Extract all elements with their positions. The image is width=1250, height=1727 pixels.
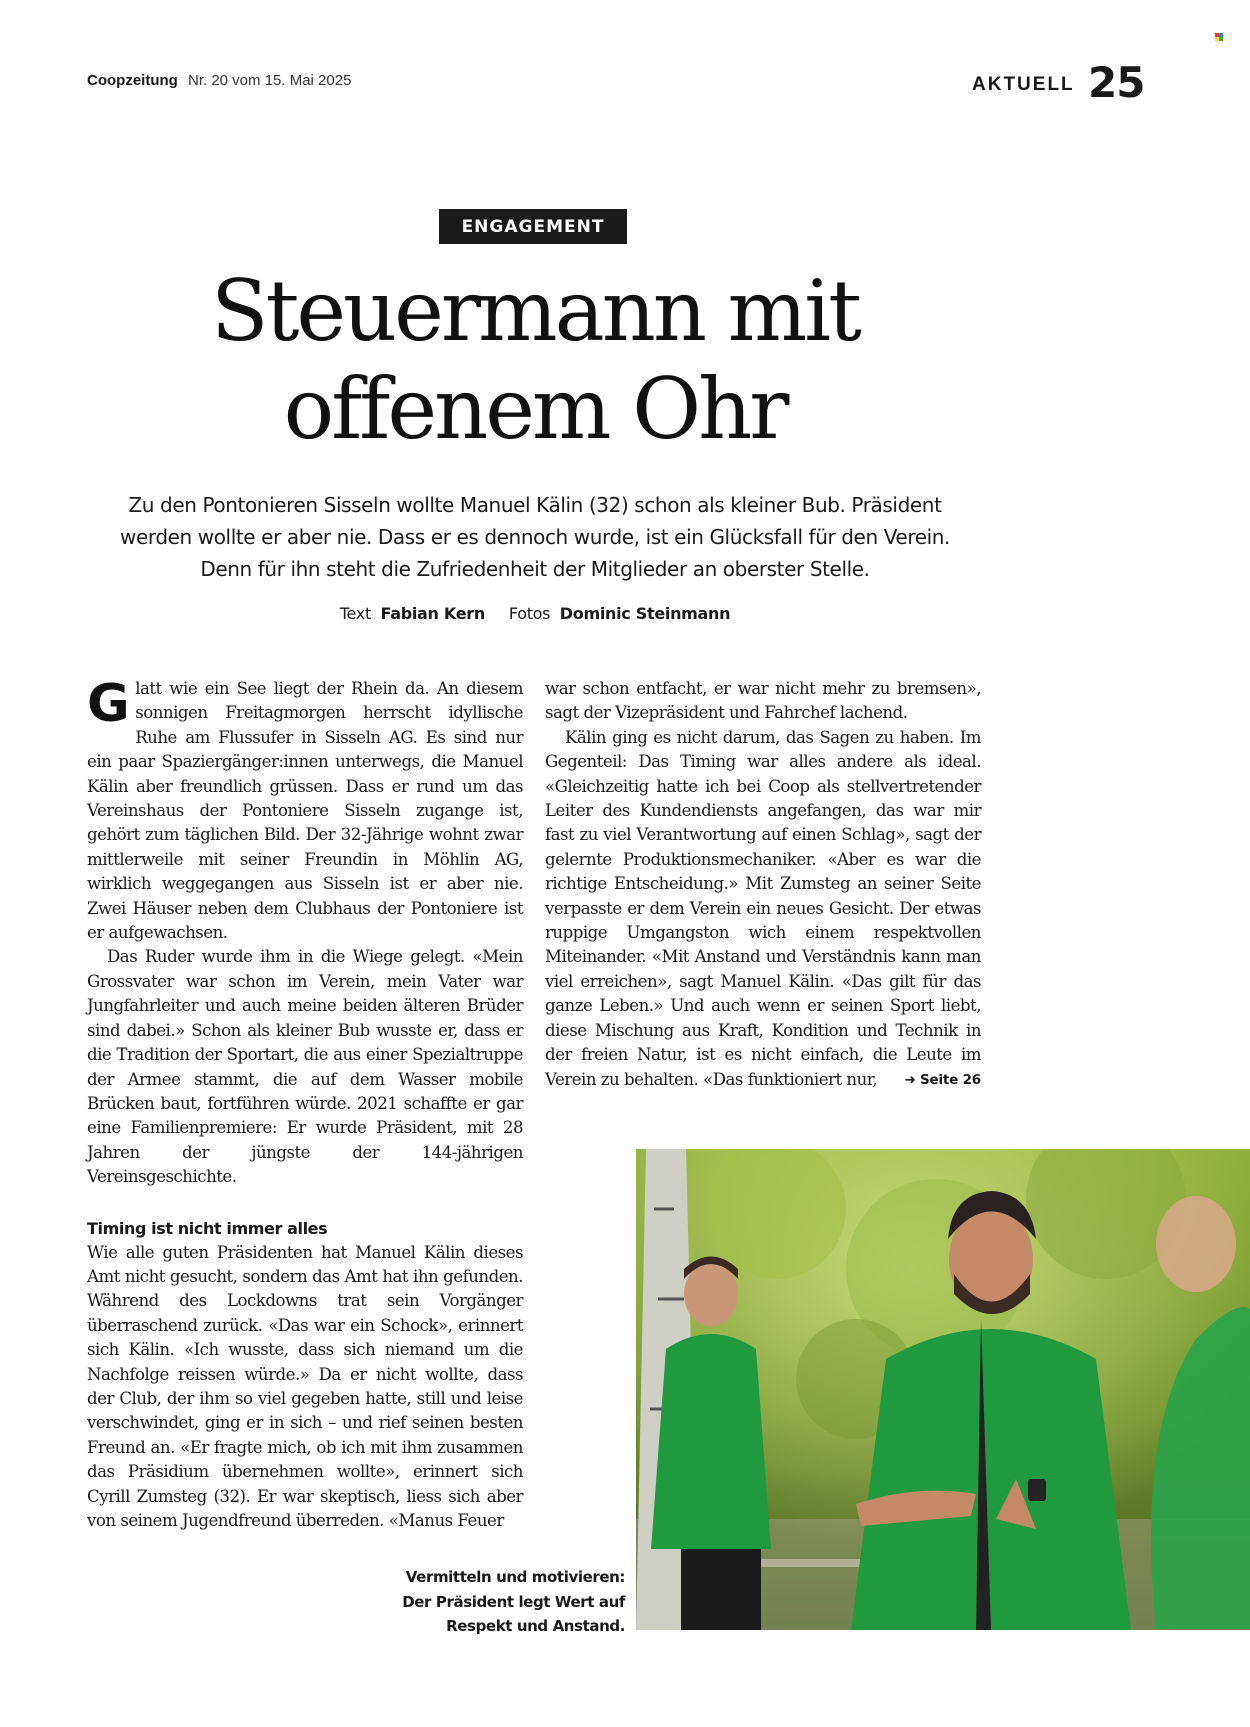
headline-line-2: offenem Ohr (283, 360, 787, 458)
article-paragraph: Wie alle guten Präsidenten hat Manuel Kälin dieses Amt nicht gesucht, sondern das Amt hat ihn gefunden. Während des Lockdowns trat sein Vorgänger überraschend zurück. «Das war ein Schock», erinnert sich Kälin. «Ich wusste, dass sich niemand um die Nachfolge reissen würde.» Da er nicht wollte, dass der Club, der ihm so viel gegeben hatte, still und leise verschwindet, ging er in sich – und rief seinen besten Freund an. «Er fragte mich, ob ich mit ihm zusammen das Präsidium übernehmen wollte», erinnert sich Cyrill Zumsteg (32). Er war skeptisch, liess sich aber von seinem Jugendfreund überreden. «Manus Feuer (87, 1242, 523, 1530)
drop-cap: G (87, 674, 130, 734)
kicker-badge: ENGAGEMENT (439, 209, 627, 244)
issue-info: Nr. 20 vom 15. Mai 2025 (188, 72, 352, 89)
headline-line-1: Steuermann mit (211, 262, 859, 360)
article-paragraph (87, 674, 523, 945)
byline (200, 604, 870, 623)
article-paragraph: war schon entfacht, er war nicht mehr zu bremsen», sagt der Vizepräsident und Fahrchef lachend. (545, 679, 981, 723)
caption-line: Vermitteln und motivieren: (405, 1568, 625, 1586)
continued-link[interactable]: ➜ Seite 26 (904, 1071, 981, 1088)
paragraph-text: Kälin ging es nicht darum, das Sagen zu haben. Im Gegenteil: Das Timing war alles andere als ideal. «Gleichzeitig hatte ich bei Coop als stellvertretender Leiter des Kundendiensts angefangen, das war mir fast zu viel Verantwortung auf einen Schlag», sagt der gelernte Produktionsmechaniker. «Aber es war die richtige Entscheidung.» Mit Zumsteg an seiner Seite verpasste er dem Verein ein neues Gesicht. Der etwas ruppige Umgangston wich einem respektvollen Miteinander. «Mit Anstand und Verständnis kann man viel erreichen», sagt Manuel Kälin. «Das gilt für das ganze Leben.» Und auch wenn er seinen Sport liebt, diese Mischung aus Kraft, Kondition und Technik in der freien Natur, ist es nicht einfach, die Leute im Verein zu behalten. «Das funktioniert nur, (545, 727, 981, 1089)
headline (90, 262, 980, 458)
caption-line: Der Präsident legt Wert auf (402, 1592, 625, 1611)
article-photo (636, 1149, 1250, 1630)
byline-photo-label: Fotos (508, 604, 551, 623)
photo-illustration (636, 1149, 1250, 1630)
article-column-2 (545, 677, 981, 1092)
photo-caption (380, 1565, 625, 1639)
lead-paragraph: Zu den Pontonieren Sisseln wollte Manuel Kälin (32) schon als kleiner Bub. Präsident werden wollte er aber nie. Dass er es dennoch wurde, ist ein Glücksfall für den Verein. Denn für ihn steht die Zufriedenheit der Mitglieder an oberster Stelle. (119, 493, 950, 581)
subheading: Timing ist nicht immer alles (87, 1218, 328, 1238)
caption-line: Respekt und Anstand. (446, 1617, 625, 1635)
article-paragraph: Das Ruder wurde ihm in die Wiege gelegt. «Mein Grossvater war schon im Verein, mein Vater war Jungfahrleiter und auch meine beiden älteren Brüder sind dabei.» Schon als kleiner Bub wusste er, dass er die Tradition der Sportart, die aus einer Spezialtruppe der Armee stammt, die auf dem Wasser mobile Brücken baut, fortführen würde. 2021 schaffte er gar eine Familienpremiere: Er wurde Präsident, mit 28 Jahren der jüngste der 144-jährigen Vereinsgeschichte. (87, 947, 523, 1187)
publication-name: Coopzeitung (87, 72, 178, 89)
section-label: AKTUELL (972, 74, 1075, 95)
byline-text-author: Fabian Kern (380, 604, 485, 623)
byline-photo-author: Dominic Steinmann (559, 604, 731, 623)
article-paragraph (545, 726, 981, 1092)
paragraph-text: latt wie ein See liegt der Rhein da. An diesem sonnigen Freitagmorgen herrscht idyllische Ruhe am Flussufer in Sisseln AG. Es sind nur ein paar Spaziergänger:innen unterwegs, die Manuel Kälin aber freundlich grüssen. Dass er rund um das Vereinshaus der Pontoniere Sisseln zugange ist, gehört zum täglichen Bild. Der 32-Jährige wohnt zwar mittlerweile mit seiner Freundin in Möhlin AG, wirklich weggegangen aus Sisseln ist er aber nie. Zwei Häuser neben dem Clubhaus der Pontoniere ist er aufgewachsen. (87, 679, 523, 943)
byline-text-label: Text (339, 604, 371, 623)
print-color-mark-icon (1215, 33, 1223, 41)
article-column-1 (87, 674, 523, 1533)
page-number: 25 (1088, 58, 1145, 107)
